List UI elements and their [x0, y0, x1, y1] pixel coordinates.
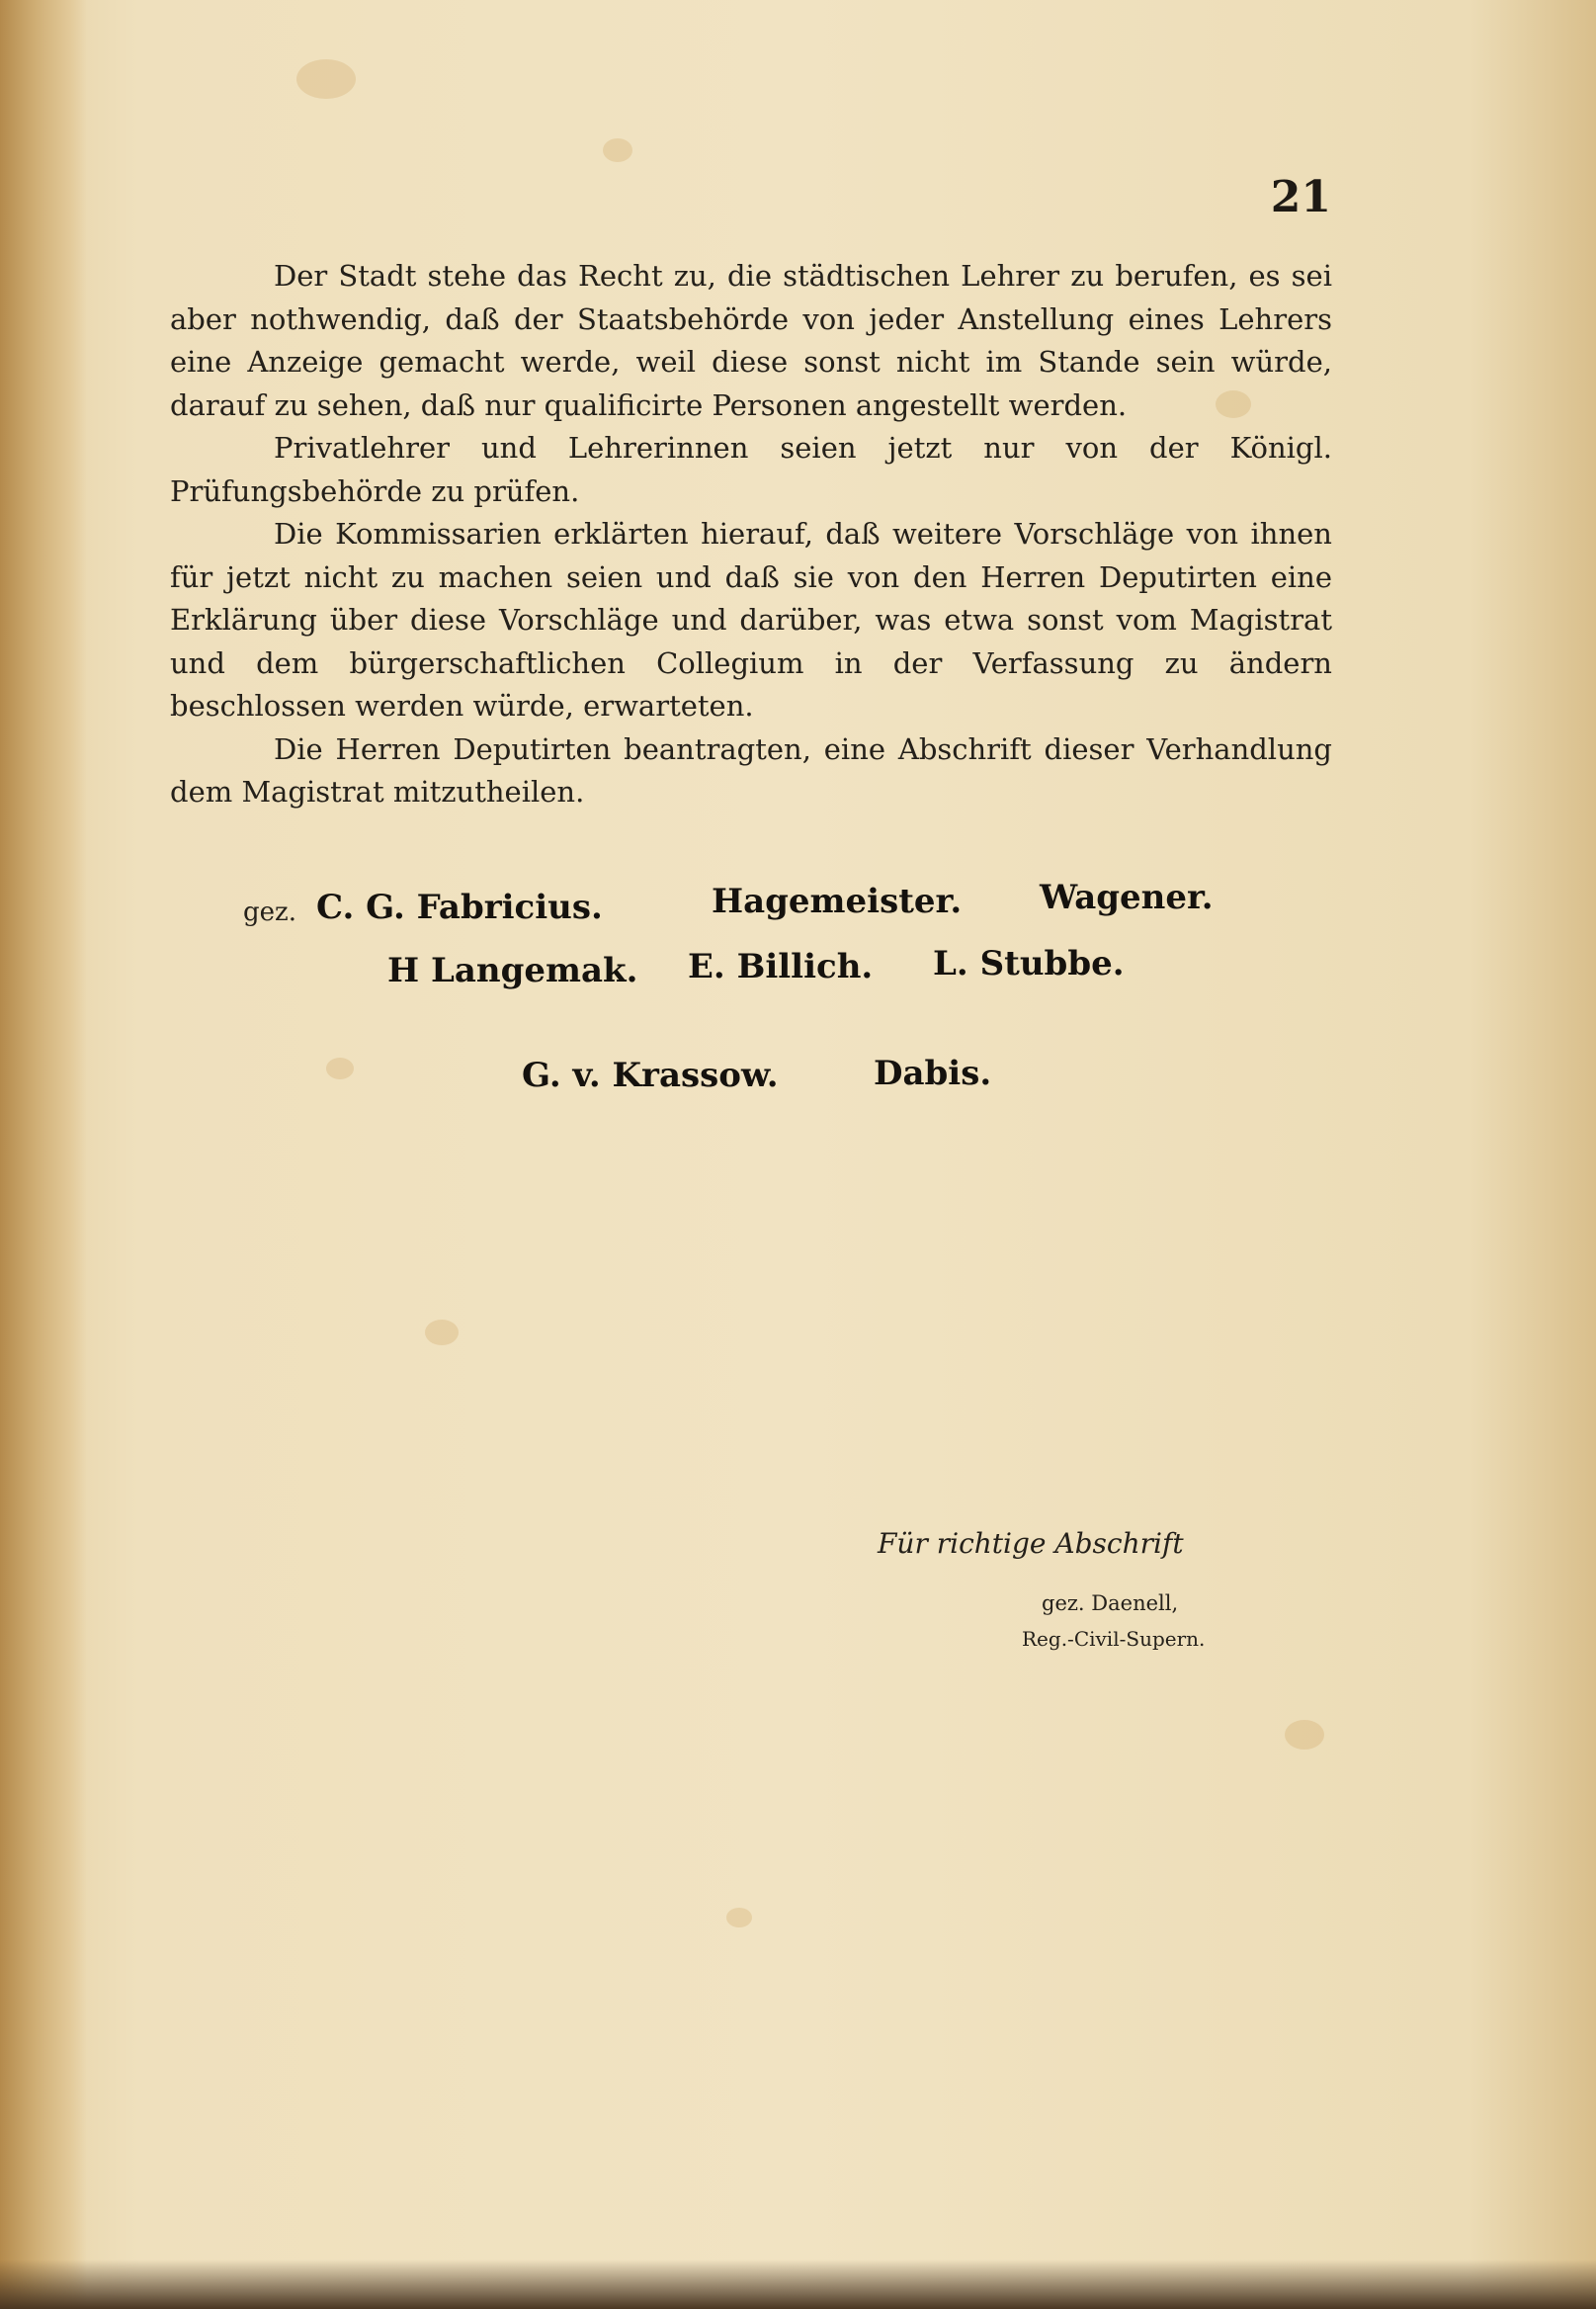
signature-stubbe: L. Stubbe. [933, 944, 1125, 983]
paragraph: Der Stadt stehe das Recht zu, die städtischen Lehrer zu berufen, es sei aber nothwendig, daß der Staatsbehörde von jeder Anstellung eines Lehrers eine Anzeige gemacht werde, weil diese sonst nicht im Stande sein würde, darauf zu sehen, daß nur qualificirte Personen angestellt werden. [170, 259, 1332, 422]
certification-signed: gez. Daenell, [1042, 1591, 1179, 1615]
page-binding-edge [0, 0, 87, 2309]
paper-stain [296, 59, 356, 99]
signature-fabricius: C. G. Fabricius. [316, 888, 603, 927]
paragraph: Die Kommissarien erklärten hierauf, daß weitere Vorschläge von ihnen für jetzt nicht zu machen seien und daß sie von den Herren Deputirten eine Erklärung über diese Vorschläge und darüber, was etwa sonst vom Magistrat und dem bürgerschaftlichen Collegium in der Verfassung zu ändern beschlossen werden würde, erwarteten. [170, 517, 1332, 723]
paper-stain [425, 1320, 459, 1345]
signature-langemak: H Langemak. [387, 951, 638, 990]
certification-line: Für richtige Abschrift [878, 1527, 1184, 1560]
signature-wagener: Wagener. [1040, 878, 1214, 917]
signature-dabis: Dabis. [874, 1054, 992, 1093]
paragraph: Die Herren Deputirten beantragten, eine Abschrift dieser Verhandlung dem Magistrat mitzutheilen. [170, 731, 1332, 809]
signature-prefix: gez. [243, 898, 296, 927]
paper-stain [726, 1908, 752, 1927]
paper-stain [326, 1058, 354, 1079]
signature-krassow: G. v. Krassow. [522, 1056, 779, 1095]
paper-stain [603, 138, 632, 162]
page-number: 21 [1270, 172, 1331, 222]
body-text [170, 255, 1332, 814]
page-bottom-shadow [0, 2260, 1596, 2309]
signature-billich: E. Billich. [688, 947, 874, 986]
signature-hagemeister: Hagemeister. [712, 882, 963, 921]
paragraph: Privatlehrer und Lehrerinnen seien jetzt nur von der Königl. Prüfungsbehörde zu prüfen. [170, 431, 1332, 508]
certification-title: Reg.-Civil-Supern. [1022, 1627, 1206, 1651]
paper-stain [1285, 1720, 1324, 1750]
